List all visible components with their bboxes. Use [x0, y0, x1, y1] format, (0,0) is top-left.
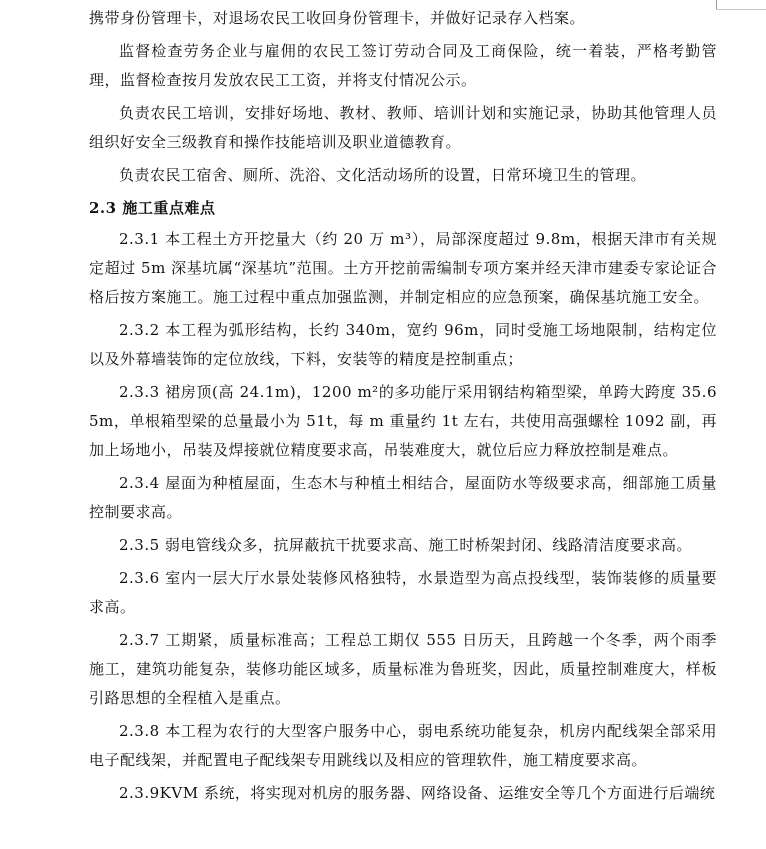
section-heading-key-difficulties: 2.3 施工重点难点 [89, 199, 216, 217]
item-2-3-8-customer-center: 2.3.8 本工程为农行的大型客户服务中心，弱电系统功能复杂，机房内配线架全部采用电子配线架，并配置电子配线架专用跳线以及相应的管理软件，施工精度要求高。 [89, 722, 717, 769]
page-corner-line [716, 9, 766, 10]
paragraph-labor-contract-supervision: 监督检查劳务企业与雇佣的农民工签订劳动合同及工商保险，统一着装，严格考勤管理，监督检查按月发放农民工工资，并将支付情况公示。 [89, 42, 717, 89]
item-2-3-4-planted-roof: 2.3.4 屋面为种植屋面，生态木与种植土相结合，屋面防水等级要求高，细部施工质量控制要求高。 [89, 474, 717, 521]
item-2-3-2-arc-structure: 2.3.2 本工程为弧形结构，长约 340m，宽约 96m，同时受施工场地限制，结构定位以及外幕墙装饰的定位放线，下料，安装等的精度是控制重点； [89, 321, 717, 368]
paragraph-dormitory-management: 负责农民工宿舍、厕所、洗浴、文化活动场所的设置，日常环境卫生的管理。 [119, 166, 647, 184]
item-2-3-6-waterscape: 2.3.6 室内一层大厅水景处装修风格独特，水景造型为高点投线型，装饰装修的质量要求高。 [89, 569, 717, 616]
item-2-3-9-kvm-system: 2.3.9KVM 系统，将实现对机房的服务器、网络设备、运维安全等几个方面进行后端统 [119, 784, 716, 802]
item-2-3-5-weak-current: 2.3.5 弱电管线众多，抗屏蔽抗干扰要求高、施工时桥架封闭、线路清洁度要求高。 [119, 536, 692, 554]
item-2-3-1-earthwork: 2.3.1 本工程土方开挖量大（约 20 万 m³），局部深度超过 9.8m，根据天津市有关规定超过 5m 深基坑属“深基坑”范围。土方开挖前需编制专项方案并经天津市建委专家论证合格后按方案施工。施工过程中重点加强监测，并制定相应的应急预案，确保基坑施工安全。 [89, 230, 717, 306]
item-2-3-3-steel-box-beam: 2.3.3 裙房顶(高 24.1m)，1200 m²的多功能厅采用钢结构箱型梁，单跨大跨度 35.65m，单根箱型梁的总量最小为 51t，每 m 重量约 1t 左右，共使用高强螺栓 1092 副，再加上场地小，吊装及焊接就位精度要求高，吊装难度大，就位后应力释放控制是难点。 [89, 383, 717, 459]
document-body [89, 4, 717, 812]
paragraph-id-card-return: 携带身份管理卡，对退场农民工收回身份管理卡，并做好记录存入档案。 [89, 9, 586, 27]
paragraph-worker-training: 负责农民工培训，安排好场地、教材、教师、培训计划和实施记录，协助其他管理人员组织好安全三级教育和操作技能培训及职业道德教育。 [89, 104, 717, 151]
item-2-3-7-schedule-quality: 2.3.7 工期紧，质量标准高；工程总工期仅 555 日历天，且跨越一个冬季，两个雨季施工，建筑功能复杂，装修功能区域多，质量标准为鲁班奖，因此，质量控制难度大，样板引路思想的全程植入是重点。 [89, 631, 717, 707]
